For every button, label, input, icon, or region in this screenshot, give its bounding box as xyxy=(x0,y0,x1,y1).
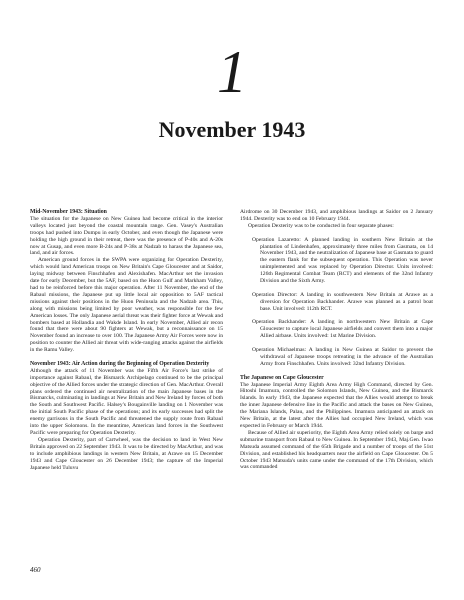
phase-item: Operation Director: A landing in southwestern New Britain at Arawe as a diversion for Operation Backhander. Arawe was planned as a patrol boat base. Unit involved: 112th RCT. xyxy=(252,291,433,312)
section-heading-air-action: November 1943: Air Action during the Beginning of Operation Dexterity xyxy=(30,360,210,367)
paragraph: The Japanese Imperial Army Eighth Area Army High Command, directed by Gen. Hitoshi Imamura, controlled the Solomon Islands, New Guinea, and the Bismarck Islands. In early 1943, the Japanese expected that the Allies would attempt to break the inner Japanese defensive line in the Pacific and attack the bases on New Guinea, the Mariana Islands, Palau, and the Philippines. Imamura anticipated an attack on New Britain, at the latest after the Allies had occupied New Ireland, which was expected in February or March 1944. xyxy=(240,381,433,430)
phase-item: Operation Michaelmas: A landing in New Guinea at Saidor to prevent the withdrawal of Japanese troops retreating in the advance of the Australian Army from Finschhafen. Units involved: 32nd Infantry Division. xyxy=(252,347,433,367)
chapter-title: November 1943 xyxy=(158,117,306,142)
page-number: 460 xyxy=(30,566,41,574)
right-column xyxy=(240,209,433,471)
chapter-number: 1 xyxy=(217,39,247,105)
phase-item: Operation Backhander: A landing in northwestern New Britain at Cape Gloucester to capture local Japanese airfields and convert them into a major Allied airbase. Units involved: 1st Marine Division. xyxy=(252,319,433,340)
paragraph: Although the attack of 11 November was the Fifth Air Force's last strike of importance against Rabaul, the Bismarck Archipelago continued to be the principal objective of the Allied forces under the strategic direction of Gen. MacArthur. Overall plans ordered the continued air neutralization of the main Japanese bases in the Bismarcks, culminating in landings at New Britain and New Ireland by forces of both the South and Southwest Pacific. Halsey's Bougainville landing on 1 November was the initial South Pacific phase of the operations; and its early successes had split the enemy garrisons in the South Pacific and threatened the supply route from Rabaul into the upper Solomons. In the meantime, American land forces in the Southwest Pacific were preparing for Operation Dexterity. xyxy=(30,367,223,436)
section-heading-cape-gloucester: The Japanese on Cape Gloucester xyxy=(240,374,324,381)
left-column xyxy=(30,209,223,471)
paragraph: Operation Dexterity was to be conducted in four separate phases: xyxy=(248,222,394,229)
paragraph: Airdrome on 30 December 1943, and amphibious landings at Saidor on 2 January 1944. Dexterity was to end on 10 February 1944. xyxy=(240,209,433,222)
paragraph: American ground forces in the SWPA were organizing for Operation Dexterity, which would land American troops on New Britain's Cape Gloucester and at Saidor, laying midway between Finschhafen and Alexishafen. MacArthur set the invasion date for early December, but the 5AF, based on the Huon Gulf and Markham Valley, had to be reinforced before this major operation. After 11 November, the end of the Rabaul missions, the Japanese put up little local air opposition to 5AF tactical missions against their positions in the Huon Peninsula and the Nadzab area. This, along with missions being limited by poor weather, was responsible for the few American losses. The only Japanese aerial threat was their fighter force at Wewak and bombers based at Hollandia and Wakde Island. In early November, Allied air recon found that there were about 90 fighters at Wewak, but a reconnaissance on 15 November found an increase to over 100. The Japanese Army Air Forces were now in position to counter the Allied air threat with wide-ranging attacks against the airfields in the Ramu Valley. xyxy=(30,257,223,354)
paragraph: The situation for the Japanese on New Guinea had become critical in the interior valleys located just beyond the coastal mountain range. Gen. Vasey's Australian troops had pushed into Dumpu in early October, and even though the Japanese were holding the high ground in their retreat, there was the presence of P-40s and A-20s now at Gusap, and even more B-24s and P-38s at Nadzab to harass the Japanese sea, land, and air forces. xyxy=(30,215,223,257)
paragraph: Operation Dexterity, part of Cartwheel, was the decision to land in West New Britain approved on 22 September 1943. It was to be directed by MacArthur, and was to include amphibious landings in western New Britain, at Arawe on 15 December 1943 and Cape Gloucester on 26 December 1943; the capture of the Imperial Japanese held Tuluvu xyxy=(30,436,223,471)
paragraph: Because of Allied air superiority, the Eighth Area Army relied solely on barge and submarine transport from Rabaul to New Guinea. In September 1943, Maj.Gen. Iwao Matsuda assumed command of the 65th Brigade and a number of troops of the 51st Division, and established his headquarters near the airfield on Cape Gloucester. On 5 October 1943 Matsuda's units came under the command of the 17th Division, which was commanded xyxy=(240,429,433,471)
phase-item: Operation Lazaretto: A planned landing in southern New Britain at the plantation of Lindenhafen, approximately three miles from Gasmata, on 14 November 1943, and the neutralization of Japanese base at Gasmata to guard the eastern flank for the subsequent operation. This Operation was never unimplemented and was replaced by Operation Director. Units involved: 126th Regimental Combat Team (RCT) and elements of the 32nd Infantry Division and the Sixth Army. xyxy=(252,236,433,285)
section-heading-situation: Mid-November 1943: Situation xyxy=(30,209,107,215)
